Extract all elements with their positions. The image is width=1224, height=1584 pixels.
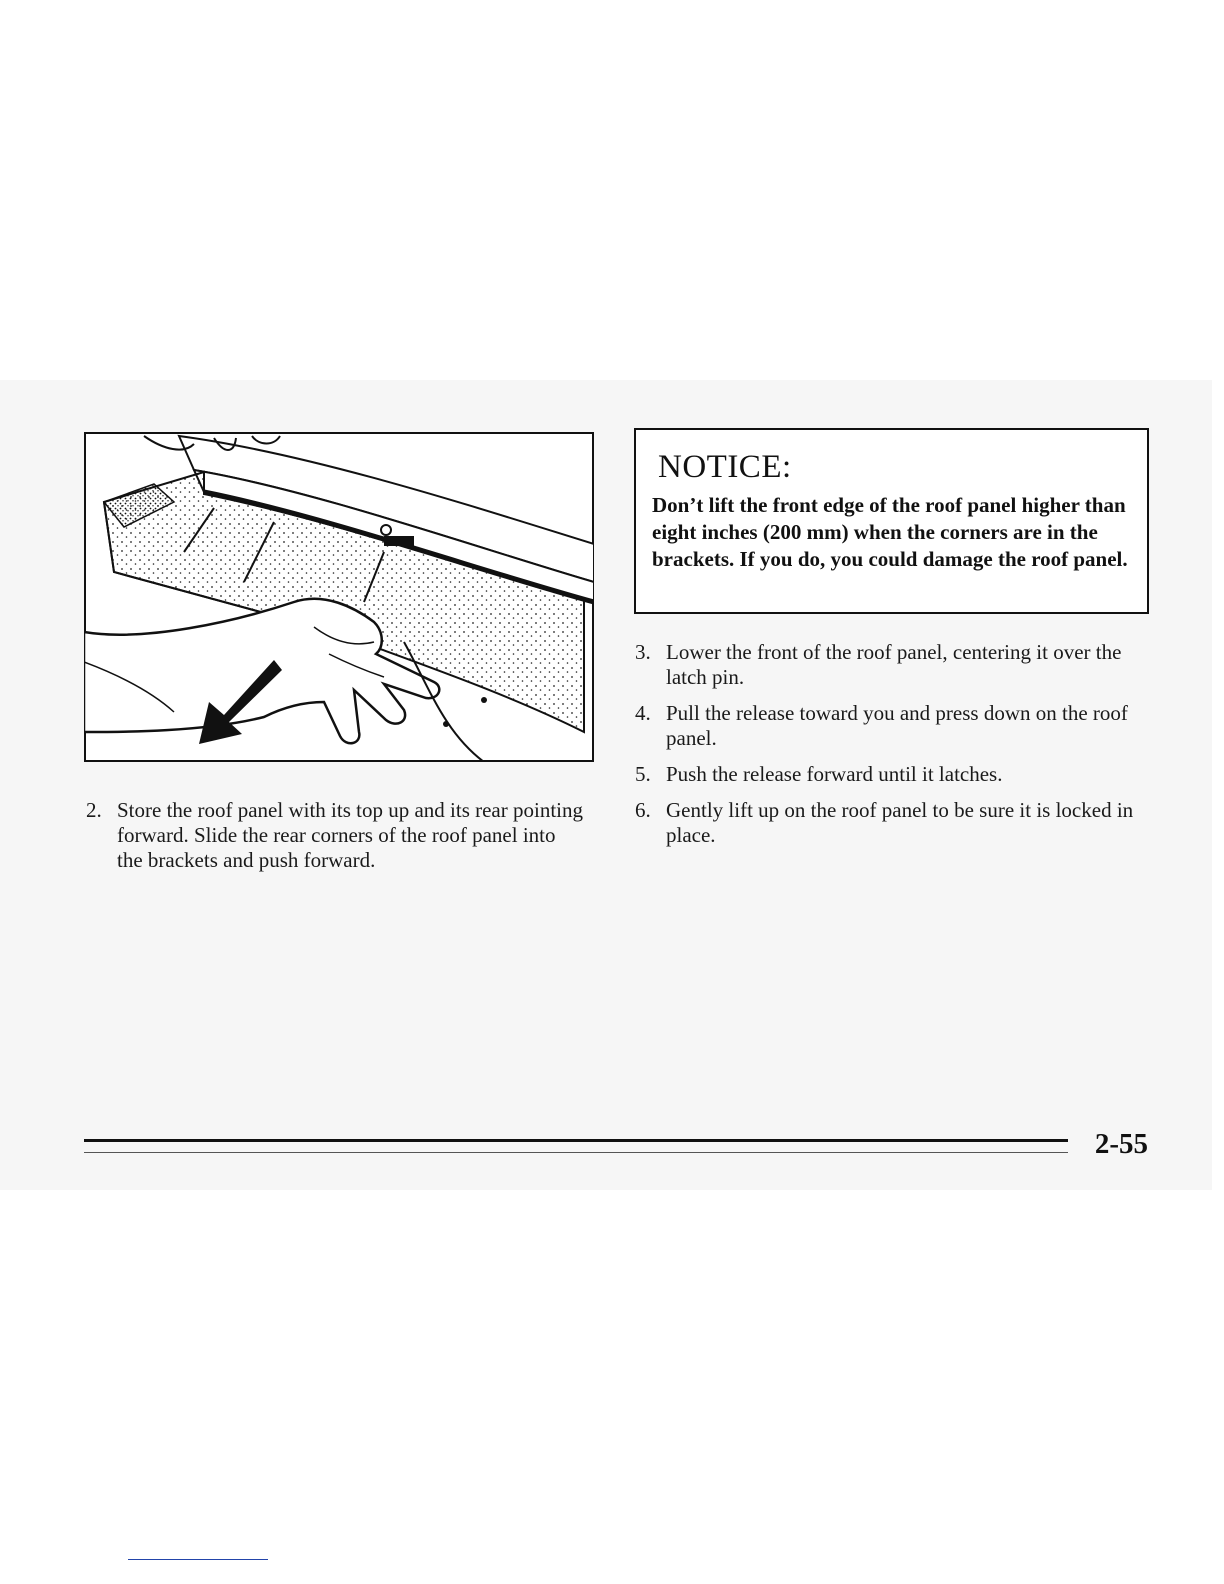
- footer-rule: [84, 1139, 1068, 1142]
- bottom-divider: [128, 1559, 268, 1560]
- notice-box: [634, 428, 1149, 614]
- step-item: [635, 640, 1155, 690]
- step-text: Store the roof panel with its top up and its rear pointing forward. Slide the rear corners of the roof panel into the brackets and push forward.: [117, 798, 583, 872]
- step-item: [86, 798, 586, 873]
- step-item: [635, 798, 1155, 848]
- step-item: [635, 762, 1155, 787]
- notice-text: Don’t lift the front edge of the roof panel higher than eight inches (200 mm) when the corners are in the brackets. If you do, you could damage the roof panel.: [652, 493, 1128, 571]
- roof-panel-storage-illustration: [84, 432, 594, 762]
- page-number: 2-55: [1094, 1128, 1148, 1160]
- step-item: [635, 701, 1155, 751]
- step-text: Pull the release toward you and press down on the roof panel.: [666, 701, 1128, 750]
- step-number: 4.: [635, 701, 651, 725]
- step-text: Gently lift up on the roof panel to be sure it is locked in place.: [666, 798, 1134, 847]
- left-step-list: [86, 798, 586, 873]
- footer-rule-thin: [84, 1152, 1068, 1153]
- step-number: 6.: [635, 798, 651, 822]
- right-step-list: [635, 640, 1155, 859]
- step-number: 5.: [635, 762, 651, 786]
- step-number: 2.: [86, 798, 102, 822]
- step-text: Push the release forward until it latches.: [666, 762, 1003, 786]
- notice-title: NOTICE:: [658, 449, 792, 485]
- step-text: Lower the front of the roof panel, centering it over the latch pin.: [666, 640, 1122, 689]
- step-number: 3.: [635, 640, 651, 664]
